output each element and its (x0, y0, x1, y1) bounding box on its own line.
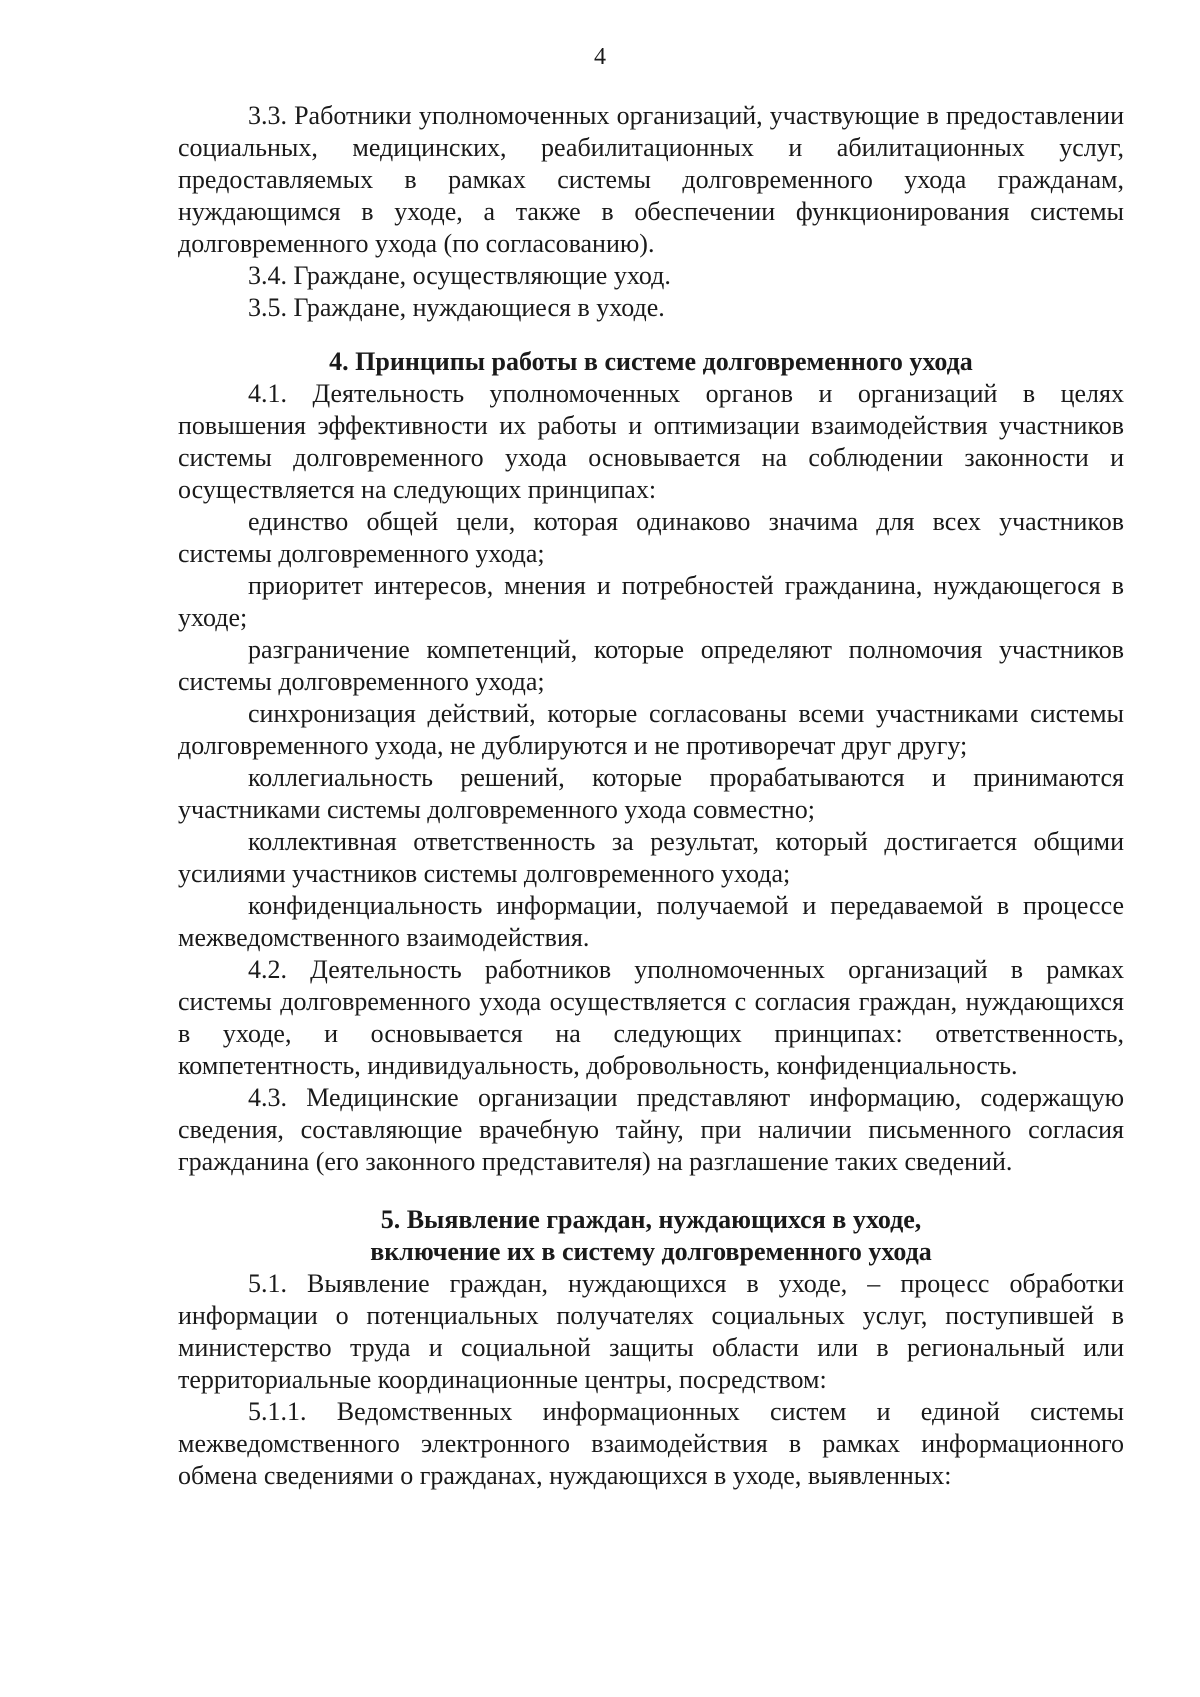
paragraph-4-3: 4.3. Медицинские организации представляют информацию, содержащую сведения, составляющие врачебную тайну, при наличии письменного согласия гражданина (его законного представителя) на разглашение таких сведений. (178, 1083, 1124, 1176)
principle-item: коллективная ответственность за результат, который достигается общими усилиями участников системы долговременного ухода; (178, 827, 1124, 888)
section-5-heading-line-1: 5. Выявление граждан, нуждающихся в уходе, (380, 1205, 922, 1234)
principle-item: приоритет интересов, мнения и потребностей гражданина, нуждающегося в уходе; (178, 571, 1124, 632)
document-body (178, 100, 1124, 1492)
paragraph-3-5: 3.5. Граждане, нуждающиеся в уходе. (248, 293, 665, 322)
paragraph-5-1-1: 5.1.1. Ведомственных информационных систем и единой системы межведомственного электронного взаимодействия в рамках информационного обмена сведениями о гражданах, нуждающихся в уходе, выявленных: (178, 1397, 1124, 1490)
paragraph-4-2: 4.2. Деятельность работников уполномоченных организаций в рамках системы долговременного ухода осуществляется с согласия граждан, нуждающихся в уходе, и основывается на следующих принципах: ответственность, компетентность, индивидуальность, добровольность, конфиденциальность. (178, 955, 1124, 1080)
principle-item: коллегиальность решений, которые прорабатываются и принимаются участниками системы долговременного ухода совместно; (178, 763, 1124, 824)
paragraph-3-3: 3.3. Работники уполномоченных организаций, участвующие в предоставлении социальных, медицинских, реабилитационных и абилитационных услуг, предоставляемых в рамках системы долговременного ухода гражданам, нуждающимся в уходе, а также в обеспечении функционирования системы долговременного ухода (по согласованию). (178, 101, 1124, 258)
principle-item: единство общей цели, которая одинаково значима для всех участников системы долговременного ухода; (178, 507, 1124, 568)
principle-item: разграничение компетенций, которые определяют полномочия участников системы долговременного ухода; (178, 635, 1124, 696)
section-4-heading: 4. Принципы работы в системе долговременного ухода (329, 347, 973, 376)
principle-item: конфиденциальность информации, получаемой и передаваемой в процессе межведомственного взаимодействия. (178, 891, 1124, 952)
page-number: 4 (594, 44, 606, 70)
section-5-heading (178, 1204, 1124, 1268)
principle-item: синхронизация действий, которые согласованы всеми участниками системы долговременного ухода, не дублируются и не противоречат друг другу; (178, 699, 1124, 760)
paragraph-3-4: 3.4. Граждане, осуществляющие уход. (248, 261, 671, 290)
paragraph-4-1: 4.1. Деятельность уполномоченных органов и организаций в целях повышения эффективности их работы и оптимизации взаимодействия участников системы долговременного ухода основывается на соблюдении законности и осуществляется на следующих принципах: (178, 379, 1124, 504)
paragraph-5-1: 5.1. Выявление граждан, нуждающихся в уходе, – процесс обработки информации о потенциальных получателях социальных услуг, поступившей в министерство труда и социальной защиты области или в региональный или территориальные координационные центры, посредством: (178, 1269, 1124, 1394)
section-5-heading-line-2: включение их в систему долговременного ухода (370, 1237, 932, 1266)
